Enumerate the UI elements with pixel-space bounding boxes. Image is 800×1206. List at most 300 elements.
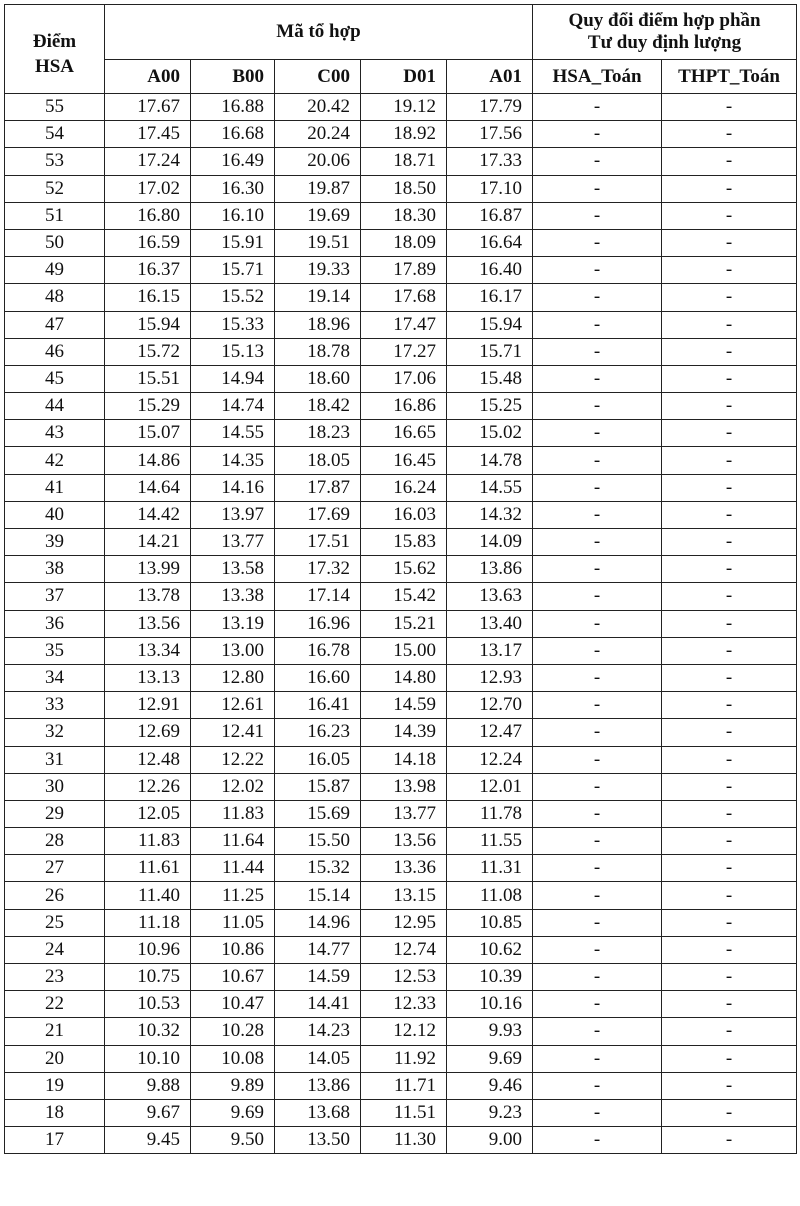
table-row bbox=[5, 936, 797, 963]
cell-b00: 12.02 bbox=[191, 773, 275, 800]
cell-b00: 13.00 bbox=[191, 637, 275, 664]
cell-d01: 18.09 bbox=[361, 229, 447, 256]
cell-d01: 12.53 bbox=[361, 964, 447, 991]
cell-diem-hsa: 36 bbox=[5, 610, 105, 637]
cell-b00: 16.68 bbox=[191, 121, 275, 148]
header-col-hsa-toan: HSA_Toán bbox=[533, 60, 662, 94]
cell-a00: 13.13 bbox=[105, 664, 191, 691]
cell-a01: 17.79 bbox=[447, 94, 533, 121]
cell-hsa-toan: - bbox=[533, 664, 662, 691]
cell-d01: 11.92 bbox=[361, 1045, 447, 1072]
header-col-d01: D01 bbox=[361, 60, 447, 94]
cell-a00: 14.21 bbox=[105, 529, 191, 556]
cell-b00: 15.13 bbox=[191, 338, 275, 365]
cell-hsa-toan: - bbox=[533, 610, 662, 637]
cell-c00: 19.69 bbox=[275, 202, 361, 229]
cell-hsa-toan: - bbox=[533, 773, 662, 800]
table-row bbox=[5, 855, 797, 882]
cell-a00: 11.40 bbox=[105, 882, 191, 909]
cell-a00: 12.69 bbox=[105, 719, 191, 746]
cell-hsa-toan: - bbox=[533, 882, 662, 909]
cell-c00: 16.05 bbox=[275, 746, 361, 773]
cell-d01: 16.86 bbox=[361, 393, 447, 420]
cell-thpt-toan: - bbox=[662, 637, 797, 664]
header-col-a01: A01 bbox=[447, 60, 533, 94]
cell-a01: 17.10 bbox=[447, 175, 533, 202]
table-row bbox=[5, 719, 797, 746]
cell-hsa-toan: - bbox=[533, 936, 662, 963]
cell-diem-hsa: 27 bbox=[5, 855, 105, 882]
cell-a00: 10.75 bbox=[105, 964, 191, 991]
cell-a01: 14.78 bbox=[447, 447, 533, 474]
table-row bbox=[5, 257, 797, 284]
cell-a01: 16.40 bbox=[447, 257, 533, 284]
cell-diem-hsa: 23 bbox=[5, 964, 105, 991]
cell-d01: 17.27 bbox=[361, 338, 447, 365]
cell-c00: 18.23 bbox=[275, 420, 361, 447]
cell-hsa-toan: - bbox=[533, 556, 662, 583]
cell-thpt-toan: - bbox=[662, 909, 797, 936]
cell-c00: 19.14 bbox=[275, 284, 361, 311]
table-row bbox=[5, 420, 797, 447]
cell-diem-hsa: 53 bbox=[5, 148, 105, 175]
cell-b00: 13.58 bbox=[191, 556, 275, 583]
cell-diem-hsa: 30 bbox=[5, 773, 105, 800]
cell-diem-hsa: 33 bbox=[5, 692, 105, 719]
cell-thpt-toan: - bbox=[662, 828, 797, 855]
cell-d01: 14.80 bbox=[361, 664, 447, 691]
cell-diem-hsa: 19 bbox=[5, 1072, 105, 1099]
cell-thpt-toan: - bbox=[662, 855, 797, 882]
header-diem-line1: Điểm bbox=[32, 31, 77, 52]
table-row bbox=[5, 556, 797, 583]
cell-b00: 10.47 bbox=[191, 991, 275, 1018]
cell-diem-hsa: 22 bbox=[5, 991, 105, 1018]
cell-diem-hsa: 28 bbox=[5, 828, 105, 855]
cell-b00: 10.86 bbox=[191, 936, 275, 963]
cell-hsa-toan: - bbox=[533, 855, 662, 882]
cell-d01: 14.18 bbox=[361, 746, 447, 773]
cell-thpt-toan: - bbox=[662, 1018, 797, 1045]
cell-c00: 18.96 bbox=[275, 311, 361, 338]
cell-diem-hsa: 18 bbox=[5, 1099, 105, 1126]
cell-d01: 17.47 bbox=[361, 311, 447, 338]
header-quy-doi-line1: Quy đổi điểm hợp phần bbox=[568, 10, 761, 32]
cell-d01: 15.00 bbox=[361, 637, 447, 664]
cell-d01: 12.12 bbox=[361, 1018, 447, 1045]
cell-a01: 10.39 bbox=[447, 964, 533, 991]
cell-thpt-toan: - bbox=[662, 447, 797, 474]
cell-thpt-toan: - bbox=[662, 257, 797, 284]
cell-diem-hsa: 37 bbox=[5, 583, 105, 610]
header-col-thpt-toan: THPT_Toán bbox=[662, 60, 797, 94]
cell-b00: 10.67 bbox=[191, 964, 275, 991]
cell-d01: 14.59 bbox=[361, 692, 447, 719]
cell-a00: 12.26 bbox=[105, 773, 191, 800]
cell-a01: 17.56 bbox=[447, 121, 533, 148]
cell-a00: 10.10 bbox=[105, 1045, 191, 1072]
cell-c00: 15.50 bbox=[275, 828, 361, 855]
cell-c00: 16.78 bbox=[275, 637, 361, 664]
cell-d01: 17.89 bbox=[361, 257, 447, 284]
cell-b00: 13.38 bbox=[191, 583, 275, 610]
cell-d01: 16.45 bbox=[361, 447, 447, 474]
cell-thpt-toan: - bbox=[662, 773, 797, 800]
cell-a01: 14.55 bbox=[447, 474, 533, 501]
cell-a00: 11.61 bbox=[105, 855, 191, 882]
cell-a00: 9.45 bbox=[105, 1127, 191, 1154]
cell-a01: 11.78 bbox=[447, 800, 533, 827]
cell-hsa-toan: - bbox=[533, 420, 662, 447]
cell-a00: 13.99 bbox=[105, 556, 191, 583]
cell-a00: 10.32 bbox=[105, 1018, 191, 1045]
cell-diem-hsa: 40 bbox=[5, 501, 105, 528]
cell-d01: 18.92 bbox=[361, 121, 447, 148]
cell-a00: 15.72 bbox=[105, 338, 191, 365]
cell-a00: 15.07 bbox=[105, 420, 191, 447]
cell-d01: 19.12 bbox=[361, 94, 447, 121]
cell-c00: 16.23 bbox=[275, 719, 361, 746]
cell-thpt-toan: - bbox=[662, 284, 797, 311]
cell-thpt-toan: - bbox=[662, 229, 797, 256]
cell-thpt-toan: - bbox=[662, 719, 797, 746]
table-row bbox=[5, 284, 797, 311]
header-diem-hsa bbox=[5, 5, 105, 94]
table-row bbox=[5, 365, 797, 392]
cell-c00: 17.14 bbox=[275, 583, 361, 610]
cell-c00: 15.32 bbox=[275, 855, 361, 882]
cell-hsa-toan: - bbox=[533, 719, 662, 746]
cell-b00: 9.89 bbox=[191, 1072, 275, 1099]
cell-thpt-toan: - bbox=[662, 1045, 797, 1072]
cell-c00: 14.77 bbox=[275, 936, 361, 963]
cell-d01: 18.30 bbox=[361, 202, 447, 229]
cell-a00: 16.80 bbox=[105, 202, 191, 229]
header-col-a00: A00 bbox=[105, 60, 191, 94]
cell-a01: 9.23 bbox=[447, 1099, 533, 1126]
cell-thpt-toan: - bbox=[662, 501, 797, 528]
cell-diem-hsa: 29 bbox=[5, 800, 105, 827]
cell-diem-hsa: 45 bbox=[5, 365, 105, 392]
cell-thpt-toan: - bbox=[662, 474, 797, 501]
cell-a00: 13.34 bbox=[105, 637, 191, 664]
cell-c00: 14.96 bbox=[275, 909, 361, 936]
table-row bbox=[5, 882, 797, 909]
cell-a00: 11.18 bbox=[105, 909, 191, 936]
cell-thpt-toan: - bbox=[662, 800, 797, 827]
header-ma-to-hop: Mã tổ hợp bbox=[105, 5, 533, 60]
cell-a01: 15.94 bbox=[447, 311, 533, 338]
table-row bbox=[5, 610, 797, 637]
cell-a00: 16.15 bbox=[105, 284, 191, 311]
cell-hsa-toan: - bbox=[533, 175, 662, 202]
table-row bbox=[5, 1045, 797, 1072]
cell-a00: 12.48 bbox=[105, 746, 191, 773]
cell-c00: 14.05 bbox=[275, 1045, 361, 1072]
cell-diem-hsa: 34 bbox=[5, 664, 105, 691]
cell-hsa-toan: - bbox=[533, 94, 662, 121]
cell-b00: 10.08 bbox=[191, 1045, 275, 1072]
cell-b00: 13.19 bbox=[191, 610, 275, 637]
cell-b00: 16.49 bbox=[191, 148, 275, 175]
cell-b00: 14.74 bbox=[191, 393, 275, 420]
cell-d01: 16.24 bbox=[361, 474, 447, 501]
cell-hsa-toan: - bbox=[533, 1072, 662, 1099]
table-row bbox=[5, 964, 797, 991]
cell-diem-hsa: 54 bbox=[5, 121, 105, 148]
cell-d01: 18.71 bbox=[361, 148, 447, 175]
cell-b00: 14.94 bbox=[191, 365, 275, 392]
cell-b00: 12.80 bbox=[191, 664, 275, 691]
cell-hsa-toan: - bbox=[533, 637, 662, 664]
cell-b00: 10.28 bbox=[191, 1018, 275, 1045]
cell-a01: 12.24 bbox=[447, 746, 533, 773]
cell-hsa-toan: - bbox=[533, 909, 662, 936]
cell-c00: 18.60 bbox=[275, 365, 361, 392]
cell-thpt-toan: - bbox=[662, 882, 797, 909]
cell-c00: 20.24 bbox=[275, 121, 361, 148]
cell-d01: 13.15 bbox=[361, 882, 447, 909]
cell-a00: 15.94 bbox=[105, 311, 191, 338]
cell-a00: 17.45 bbox=[105, 121, 191, 148]
score-conversion-table bbox=[4, 4, 797, 1154]
cell-hsa-toan: - bbox=[533, 991, 662, 1018]
cell-c00: 18.05 bbox=[275, 447, 361, 474]
table-row bbox=[5, 175, 797, 202]
table-row bbox=[5, 474, 797, 501]
cell-b00: 9.50 bbox=[191, 1127, 275, 1154]
cell-hsa-toan: - bbox=[533, 148, 662, 175]
cell-a01: 12.93 bbox=[447, 664, 533, 691]
cell-hsa-toan: - bbox=[533, 121, 662, 148]
cell-thpt-toan: - bbox=[662, 148, 797, 175]
cell-thpt-toan: - bbox=[662, 610, 797, 637]
table-row bbox=[5, 991, 797, 1018]
cell-b00: 14.35 bbox=[191, 447, 275, 474]
cell-a00: 11.83 bbox=[105, 828, 191, 855]
cell-diem-hsa: 47 bbox=[5, 311, 105, 338]
cell-a00: 10.53 bbox=[105, 991, 191, 1018]
cell-hsa-toan: - bbox=[533, 393, 662, 420]
cell-hsa-toan: - bbox=[533, 1045, 662, 1072]
cell-thpt-toan: - bbox=[662, 529, 797, 556]
cell-a01: 14.32 bbox=[447, 501, 533, 528]
cell-a00: 17.02 bbox=[105, 175, 191, 202]
table-row bbox=[5, 583, 797, 610]
cell-hsa-toan: - bbox=[533, 338, 662, 365]
cell-b00: 11.64 bbox=[191, 828, 275, 855]
cell-diem-hsa: 26 bbox=[5, 882, 105, 909]
cell-hsa-toan: - bbox=[533, 501, 662, 528]
cell-a00: 14.86 bbox=[105, 447, 191, 474]
cell-diem-hsa: 38 bbox=[5, 556, 105, 583]
header-quy-doi-line2: Tư duy định lượng bbox=[587, 32, 742, 54]
cell-a01: 9.46 bbox=[447, 1072, 533, 1099]
cell-b00: 14.55 bbox=[191, 420, 275, 447]
cell-a01: 13.86 bbox=[447, 556, 533, 583]
cell-hsa-toan: - bbox=[533, 583, 662, 610]
cell-c00: 17.51 bbox=[275, 529, 361, 556]
cell-diem-hsa: 50 bbox=[5, 229, 105, 256]
cell-d01: 12.95 bbox=[361, 909, 447, 936]
cell-a01: 13.17 bbox=[447, 637, 533, 664]
cell-c00: 17.87 bbox=[275, 474, 361, 501]
table-row bbox=[5, 94, 797, 121]
cell-b00: 16.10 bbox=[191, 202, 275, 229]
cell-d01: 17.68 bbox=[361, 284, 447, 311]
table-row bbox=[5, 1072, 797, 1099]
cell-d01: 18.50 bbox=[361, 175, 447, 202]
cell-c00: 13.86 bbox=[275, 1072, 361, 1099]
cell-b00: 12.41 bbox=[191, 719, 275, 746]
cell-a00: 9.88 bbox=[105, 1072, 191, 1099]
cell-hsa-toan: - bbox=[533, 447, 662, 474]
cell-b00: 15.33 bbox=[191, 311, 275, 338]
cell-c00: 15.87 bbox=[275, 773, 361, 800]
cell-b00: 15.52 bbox=[191, 284, 275, 311]
table-row bbox=[5, 909, 797, 936]
cell-hsa-toan: - bbox=[533, 800, 662, 827]
cell-d01: 13.56 bbox=[361, 828, 447, 855]
cell-hsa-toan: - bbox=[533, 257, 662, 284]
table-row bbox=[5, 664, 797, 691]
cell-d01: 12.74 bbox=[361, 936, 447, 963]
table-row bbox=[5, 746, 797, 773]
cell-d01: 15.21 bbox=[361, 610, 447, 637]
cell-diem-hsa: 55 bbox=[5, 94, 105, 121]
cell-a01: 10.62 bbox=[447, 936, 533, 963]
cell-hsa-toan: - bbox=[533, 1018, 662, 1045]
cell-hsa-toan: - bbox=[533, 365, 662, 392]
cell-c00: 14.59 bbox=[275, 964, 361, 991]
cell-thpt-toan: - bbox=[662, 583, 797, 610]
table-row bbox=[5, 393, 797, 420]
cell-c00: 18.42 bbox=[275, 393, 361, 420]
cell-hsa-toan: - bbox=[533, 284, 662, 311]
cell-a01: 11.55 bbox=[447, 828, 533, 855]
cell-b00: 12.61 bbox=[191, 692, 275, 719]
cell-diem-hsa: 42 bbox=[5, 447, 105, 474]
cell-a01: 9.93 bbox=[447, 1018, 533, 1045]
cell-a00: 14.64 bbox=[105, 474, 191, 501]
cell-thpt-toan: - bbox=[662, 94, 797, 121]
cell-b00: 11.83 bbox=[191, 800, 275, 827]
cell-thpt-toan: - bbox=[662, 936, 797, 963]
table-row bbox=[5, 121, 797, 148]
cell-hsa-toan: - bbox=[533, 202, 662, 229]
cell-diem-hsa: 41 bbox=[5, 474, 105, 501]
cell-d01: 15.62 bbox=[361, 556, 447, 583]
cell-thpt-toan: - bbox=[662, 692, 797, 719]
cell-a01: 12.47 bbox=[447, 719, 533, 746]
table-row bbox=[5, 447, 797, 474]
cell-a01: 15.25 bbox=[447, 393, 533, 420]
cell-d01: 13.98 bbox=[361, 773, 447, 800]
cell-a00: 15.51 bbox=[105, 365, 191, 392]
cell-diem-hsa: 20 bbox=[5, 1045, 105, 1072]
table-row bbox=[5, 1018, 797, 1045]
cell-a00: 16.37 bbox=[105, 257, 191, 284]
cell-thpt-toan: - bbox=[662, 1127, 797, 1154]
cell-a01: 9.69 bbox=[447, 1045, 533, 1072]
cell-d01: 13.77 bbox=[361, 800, 447, 827]
cell-a00: 12.05 bbox=[105, 800, 191, 827]
header-col-c00: C00 bbox=[275, 60, 361, 94]
cell-a00: 12.91 bbox=[105, 692, 191, 719]
cell-c00: 17.69 bbox=[275, 501, 361, 528]
cell-diem-hsa: 44 bbox=[5, 393, 105, 420]
table-row bbox=[5, 501, 797, 528]
cell-a00: 17.24 bbox=[105, 148, 191, 175]
cell-a00: 17.67 bbox=[105, 94, 191, 121]
cell-b00: 16.88 bbox=[191, 94, 275, 121]
cell-a01: 13.40 bbox=[447, 610, 533, 637]
cell-c00: 20.06 bbox=[275, 148, 361, 175]
cell-c00: 15.69 bbox=[275, 800, 361, 827]
cell-thpt-toan: - bbox=[662, 556, 797, 583]
cell-a00: 16.59 bbox=[105, 229, 191, 256]
cell-diem-hsa: 35 bbox=[5, 637, 105, 664]
cell-d01: 14.39 bbox=[361, 719, 447, 746]
cell-thpt-toan: - bbox=[662, 420, 797, 447]
table-row bbox=[5, 229, 797, 256]
table-row bbox=[5, 800, 797, 827]
cell-a00: 15.29 bbox=[105, 393, 191, 420]
table-row bbox=[5, 1099, 797, 1126]
cell-a00: 14.42 bbox=[105, 501, 191, 528]
cell-d01: 13.36 bbox=[361, 855, 447, 882]
cell-a01: 12.70 bbox=[447, 692, 533, 719]
header-diem-line2: HSA bbox=[34, 56, 75, 77]
cell-thpt-toan: - bbox=[662, 1099, 797, 1126]
cell-a01: 14.09 bbox=[447, 529, 533, 556]
cell-a01: 16.17 bbox=[447, 284, 533, 311]
cell-b00: 12.22 bbox=[191, 746, 275, 773]
cell-a01: 15.02 bbox=[447, 420, 533, 447]
cell-b00: 9.69 bbox=[191, 1099, 275, 1126]
table-row bbox=[5, 148, 797, 175]
cell-diem-hsa: 32 bbox=[5, 719, 105, 746]
cell-d01: 16.03 bbox=[361, 501, 447, 528]
cell-c00: 14.41 bbox=[275, 991, 361, 1018]
cell-diem-hsa: 17 bbox=[5, 1127, 105, 1154]
cell-thpt-toan: - bbox=[662, 121, 797, 148]
cell-d01: 17.06 bbox=[361, 365, 447, 392]
table-row bbox=[5, 773, 797, 800]
cell-a01: 12.01 bbox=[447, 773, 533, 800]
cell-c00: 16.60 bbox=[275, 664, 361, 691]
table-body bbox=[5, 94, 797, 1154]
cell-a01: 13.63 bbox=[447, 583, 533, 610]
cell-hsa-toan: - bbox=[533, 692, 662, 719]
table-row bbox=[5, 338, 797, 365]
cell-hsa-toan: - bbox=[533, 311, 662, 338]
cell-thpt-toan: - bbox=[662, 964, 797, 991]
cell-d01: 15.42 bbox=[361, 583, 447, 610]
cell-d01: 12.33 bbox=[361, 991, 447, 1018]
cell-c00: 16.41 bbox=[275, 692, 361, 719]
cell-a01: 11.31 bbox=[447, 855, 533, 882]
cell-a01: 10.85 bbox=[447, 909, 533, 936]
cell-hsa-toan: - bbox=[533, 746, 662, 773]
cell-a01: 15.71 bbox=[447, 338, 533, 365]
cell-thpt-toan: - bbox=[662, 311, 797, 338]
cell-diem-hsa: 31 bbox=[5, 746, 105, 773]
table-row bbox=[5, 828, 797, 855]
cell-hsa-toan: - bbox=[533, 828, 662, 855]
table-row bbox=[5, 202, 797, 229]
cell-c00: 19.51 bbox=[275, 229, 361, 256]
